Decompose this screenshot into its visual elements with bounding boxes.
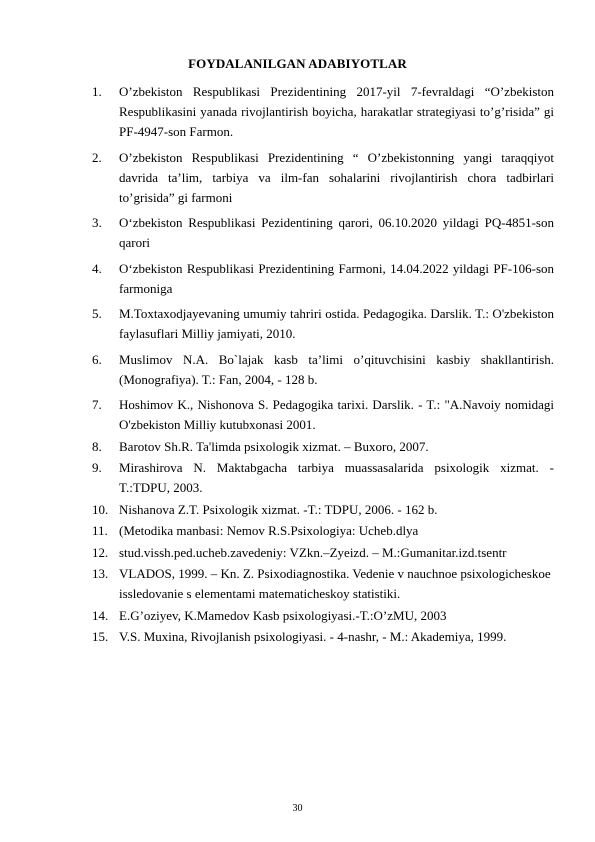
reference-number: 15. bbox=[92, 629, 109, 644]
reference-number: 9. bbox=[92, 460, 102, 475]
reference-number: 2. bbox=[92, 149, 102, 165]
reference-number: 14. bbox=[92, 607, 109, 623]
reference-item bbox=[92, 395, 554, 435]
reference-number: 5. bbox=[92, 306, 102, 321]
reference-text: O‘zbekiston Respublikasi Pezidentining qarori, 06.10.2020 yildagi PQ-4851-son qarori bbox=[119, 215, 554, 250]
reference-number: 3. bbox=[92, 215, 102, 230]
reference-text: E.G’oziyev, K.Mamedov Kasb psixologiyasi.-T.:O’zMU, 2003 bbox=[119, 607, 447, 623]
reference-item bbox=[92, 564, 554, 604]
reference-item bbox=[92, 500, 554, 520]
reference-item bbox=[92, 458, 554, 498]
reference-text: Mirashirova N. Maktabgacha tarbiya muassasalarida psixologik xizmat. - T.:TDPU, 2003. bbox=[119, 460, 554, 495]
reference-text: O’zbekiston Respublikasi Prezidentining “ O’zbekistonning yangi taraqqiyot davrida ta’lim, tarbiya va ilm-fan sohalarini rivojlantirish chora tadbirlari to’grisida” gi farmoni bbox=[119, 149, 554, 205]
reference-text: Hoshimov K., Nishonova S. Pedagogika tarixi. Darslik. - T.: "A.Navoiy nomidagi O'zbekiston Milliy kutubxonasi 2001. bbox=[119, 397, 554, 432]
reference-item bbox=[92, 521, 554, 541]
reference-text: V.S. Muxina, Rivojlanish psixologiyasi. - 4-nashr, - M.: Akademiya, 1999. bbox=[119, 629, 507, 644]
reference-item bbox=[92, 259, 554, 299]
page-number: 30 bbox=[292, 803, 303, 814]
reference-number: 8. bbox=[92, 438, 102, 454]
reference-number: 11. bbox=[92, 523, 108, 538]
reference-item bbox=[92, 606, 554, 626]
reference-text: M.Toxtaxodjayevaning umumiy tahriri ostida. Pedagogika. Darslik. T.: O'zbekiston faylasuflari Milliy jamiyati, 2010. bbox=[119, 306, 554, 341]
reference-item bbox=[92, 543, 554, 563]
reference-text: stud.vissh.ped.ucheb.zavedeniy: VZkn.–Zyeizd. – M.:Gumanitar.izd.tsentr bbox=[119, 544, 507, 560]
reference-item bbox=[92, 627, 554, 647]
reference-text: Barotov Sh.R. Ta'limda psixologik xizmat. – Buxoro, 2007. bbox=[119, 438, 429, 454]
reference-item bbox=[92, 213, 554, 253]
reference-number: 13. bbox=[92, 566, 109, 581]
reference-number: 12. bbox=[92, 544, 109, 560]
reference-number: 6. bbox=[92, 351, 102, 367]
reference-text: O’zbekiston Respublikasi Prezidentining 2017-yil 7-fevraldagi “O’zbekiston Respublikasini yanada rivojlantirish boyicha, harakatlar strategiyasi to’g’risida” gi PF-4947-son Farmon. bbox=[119, 84, 554, 139]
page-title: FOYDALANILGAN ADABIYOTLAR bbox=[188, 56, 407, 71]
reference-text: (Metodika manbasi: Nemov R.S.Psixologiya: Ucheb.dlya bbox=[119, 523, 419, 538]
reference-text: Nishanova Z.T. Psixologik xizmat. -T.: TDPU, 2006. - 162 b. bbox=[119, 501, 438, 517]
reference-item bbox=[92, 82, 554, 142]
reference-text: O‘zbekiston Respublikasi Prezidentining Farmoni, 14.04.2022 yildagi PF-106-son farmoniga bbox=[119, 260, 554, 296]
reference-number: 4. bbox=[92, 260, 102, 276]
reference-number: 10. bbox=[92, 501, 109, 517]
reference-text: VLADOS, 1999. – Kn. Z. Psixodiagnostika. Vedenie v nauchnoe psixologicheskoe issledovanie s elementami matematicheskoy statistiki. bbox=[119, 566, 551, 601]
reference-item bbox=[92, 350, 554, 390]
reference-number: 7. bbox=[92, 397, 102, 412]
reference-item bbox=[92, 148, 554, 208]
reference-number: 1. bbox=[92, 84, 102, 99]
reference-item bbox=[92, 437, 554, 457]
reference-list bbox=[92, 82, 554, 649]
reference-item bbox=[92, 304, 554, 344]
reference-text: Muslimov N.A. Bo`lajak kasb ta’limi o’qituvchisini kasbiy shakllantirish. (Monografiya). T.: Fan, 2004, - 128 b. bbox=[119, 351, 554, 387]
